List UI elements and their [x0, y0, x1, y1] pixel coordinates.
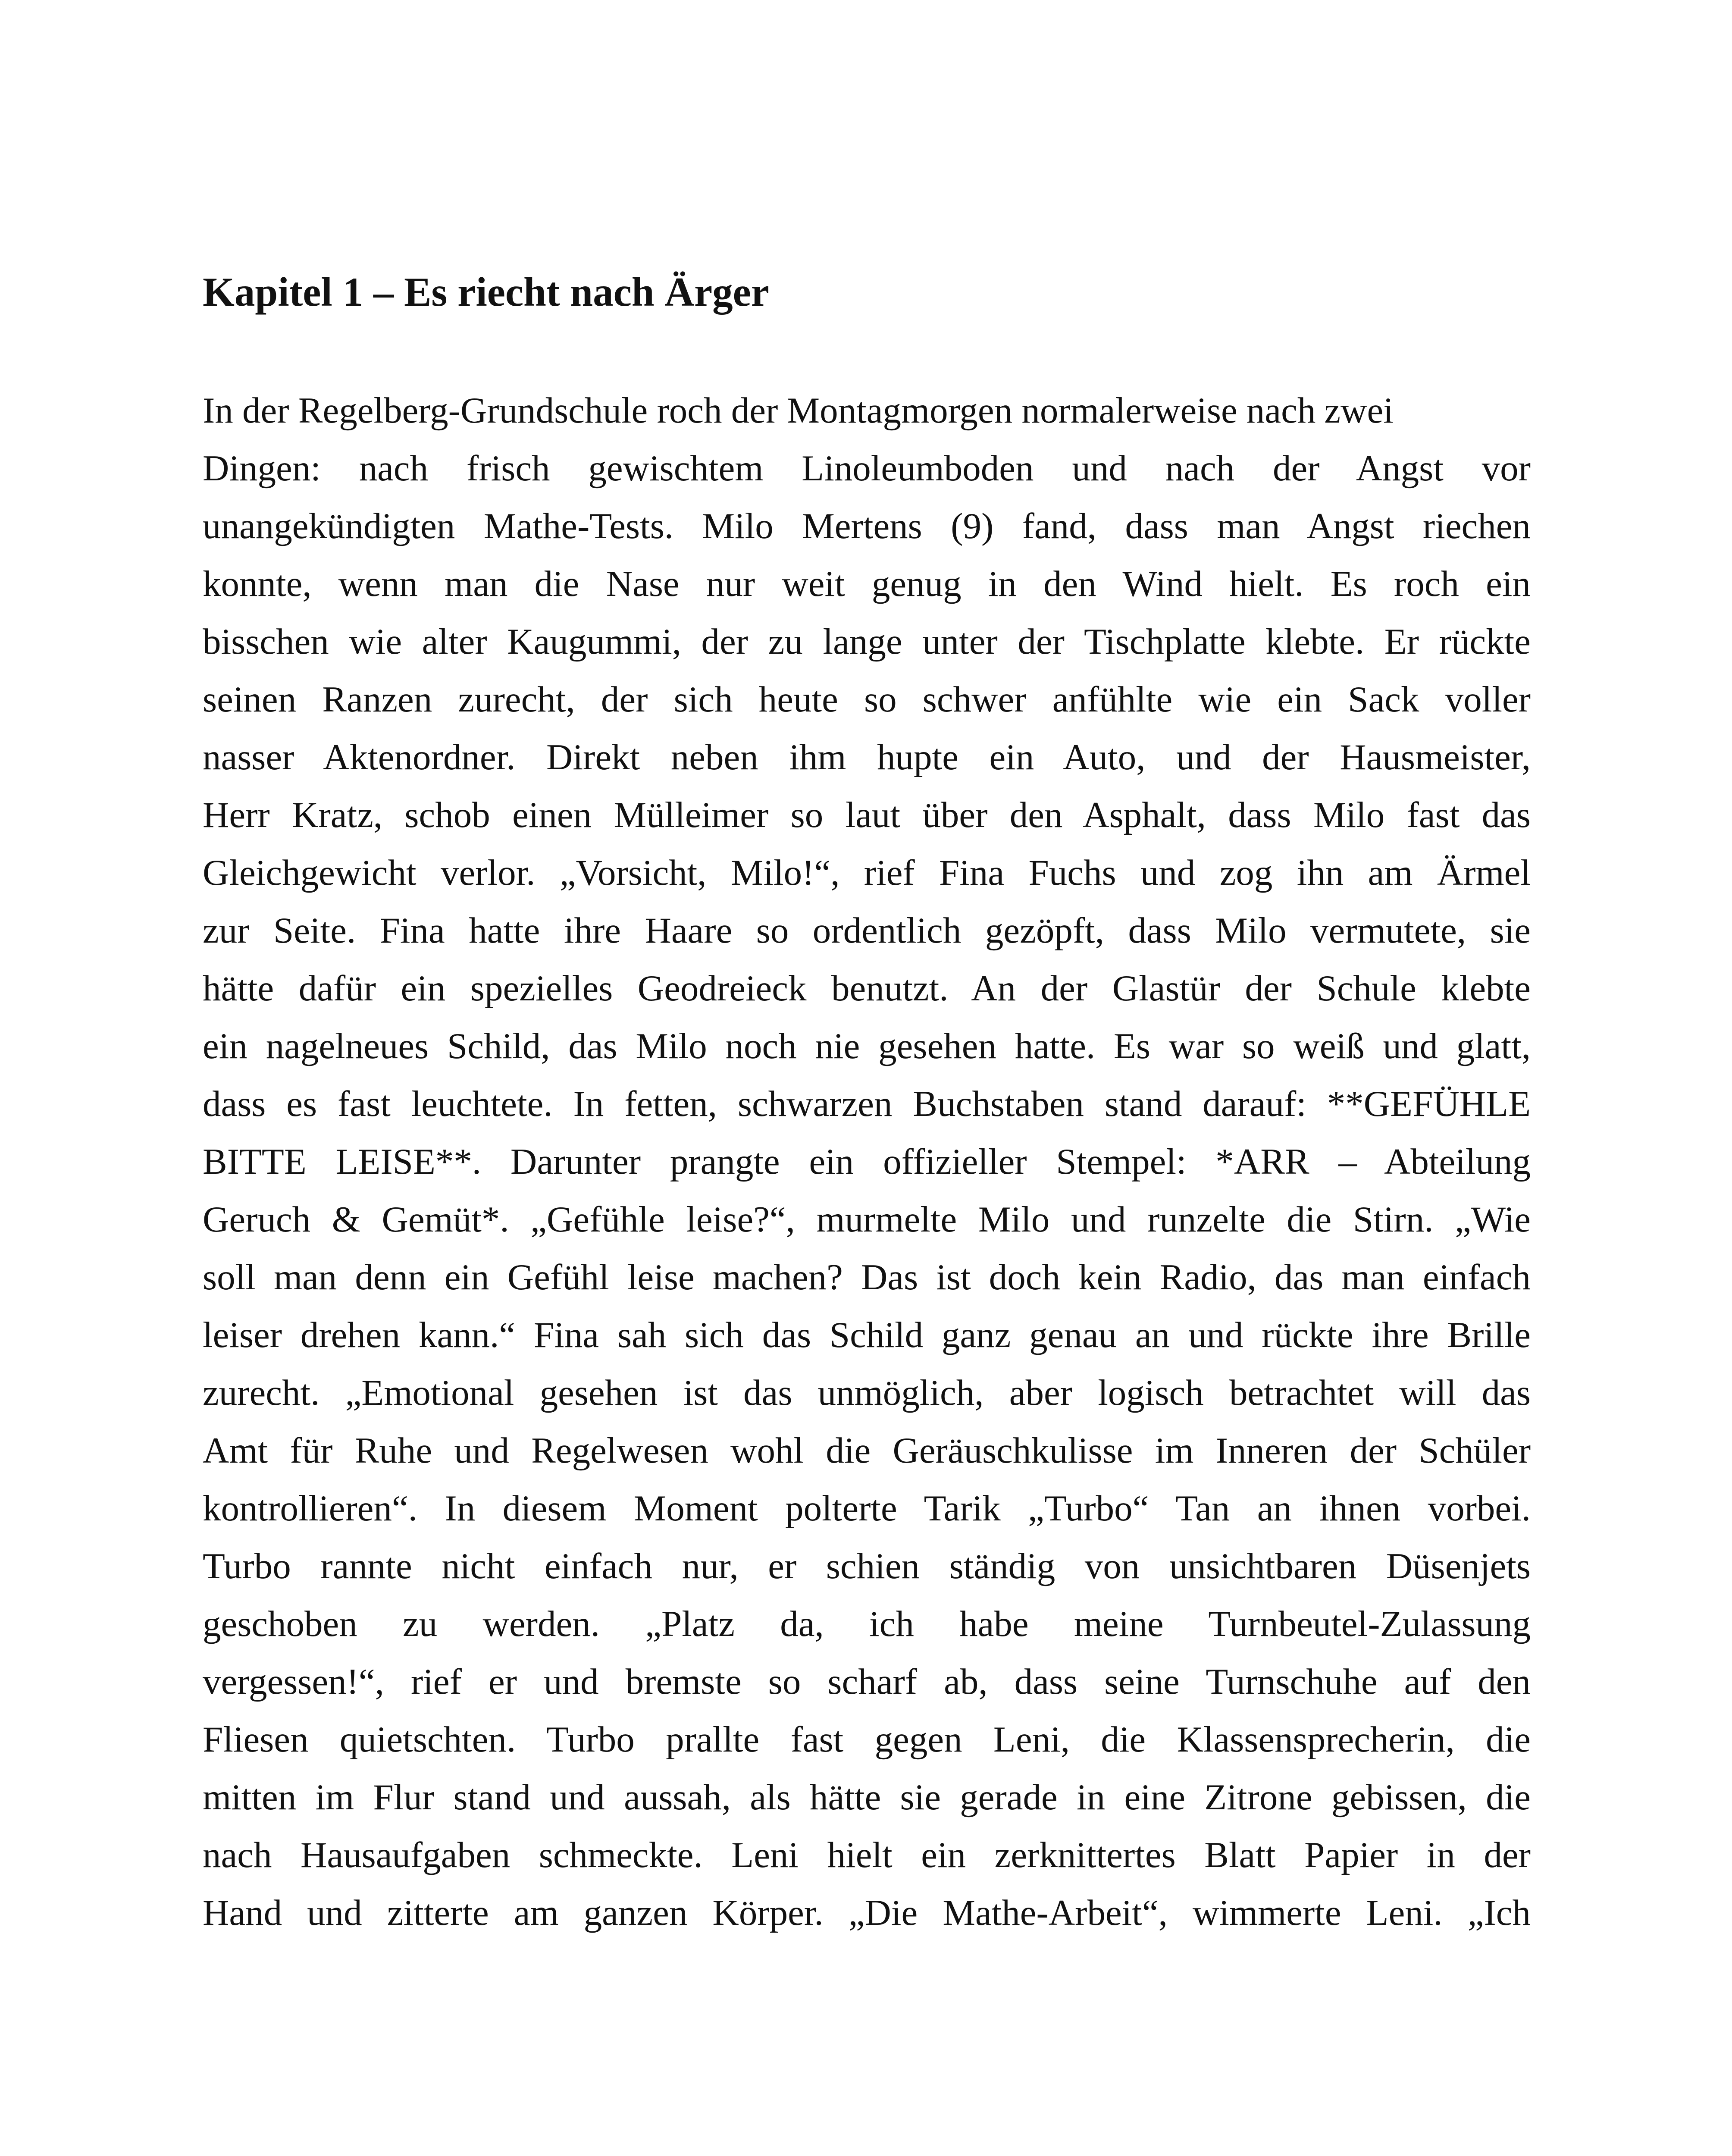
text-line: Geruch & Gemüt*. „Gefühle leise?“, murmelte Milo und runzelte die Stirn. „Wie	[203, 1199, 1531, 1240]
text-line: Hand und zitterte am ganzen Körper. „Die Mathe-Arbeit“, wimmerte Leni. „Ich	[203, 1893, 1531, 1933]
text-line: hätte dafür ein spezielles Geodreieck benutzt. An der Glastür der Schule klebte	[203, 968, 1531, 1009]
text-line: unangekündigten Mathe-Tests. Milo Mertens (9) fand, dass man Angst riechen	[203, 506, 1531, 546]
text-line: nasser Aktenordner. Direkt neben ihm hupte ein Auto, und der Hausmeister,	[203, 737, 1531, 777]
text-line: zurecht. „Emotional gesehen ist das unmöglich, aber logisch betrachtet will das	[203, 1373, 1531, 1413]
text-line: bisschen wie alter Kaugummi, der zu lange unter der Tischplatte klebte. Er rückte	[203, 621, 1531, 662]
text-line: kontrollieren“. In diesem Moment polterte Tarik „Turbo“ Tan an ihnen vorbei.	[203, 1488, 1531, 1529]
text-line: nach Hausaufgaben schmeckte. Leni hielt ein zerknittertes Blatt Papier in der	[203, 1835, 1531, 1875]
text-line-content: In der Regelberg-Grundschule roch der Montagmorgen normalerweise nach	[203, 390, 1316, 431]
text-line: dass es fast leuchtete. In fetten, schwarzen Buchstaben stand darauf: **GEFÜHLE	[203, 1084, 1531, 1124]
text-line: soll man denn ein Gefühl leise machen? Das ist doch kein Radio, das man einfach	[203, 1257, 1531, 1297]
text-line: leiser drehen kann.“ Fina sah sich das Schild ganz genau an und rückte ihre Brille	[203, 1315, 1531, 1355]
chapter-title: Kapitel 1 – Es riecht nach Ärger	[203, 269, 769, 315]
text-line: Amt für Ruhe und Regelwesen wohl die Geräuschkulisse im Inneren der Schüler	[203, 1430, 1531, 1471]
chapter-body-text	[203, 382, 1531, 1942]
text-line: Herr Kratz, schob einen Mülleimer so laut über den Asphalt, dass Milo fast das	[203, 795, 1531, 835]
clipped-word: zwei	[1324, 390, 1394, 431]
text-line: zur Seite. Fina hatte ihre Haare so ordentlich gezöpft, dass Milo vermutete, sie	[203, 910, 1531, 951]
text-line: vergessen!“, rief er und bremste so scharf ab, dass seine Turnschuhe auf den	[203, 1661, 1531, 1702]
text-line: Gleichgewicht verlor. „Vorsicht, Milo!“, rief Fina Fuchs und zog ihn am Ärmel	[203, 852, 1531, 893]
text-line: BITTE LEISE**. Darunter prangte ein offizieller Stempel: *ARR – Abteilung	[203, 1141, 1531, 1182]
text-line	[203, 382, 1531, 439]
text-line: Fliesen quietschten. Turbo prallte fast gegen Leni, die Klassensprecherin, die	[203, 1719, 1531, 1760]
text-line: mitten im Flur stand und aussah, als hätte sie gerade in eine Zitrone gebissen, die	[203, 1777, 1531, 1818]
text-line: geschoben zu werden. „Platz da, ich habe meine Turnbeutel-Zulassung	[203, 1604, 1531, 1644]
text-line: ein nagelneues Schild, das Milo noch nie gesehen hatte. Es war so weiß und glatt,	[203, 1026, 1531, 1066]
text-line: Turbo rannte nicht einfach nur, er schien ständig von unsichtbaren Düsenjets	[203, 1546, 1531, 1586]
text-line: konnte, wenn man die Nase nur weit genug in den Wind hielt. Es roch ein	[203, 564, 1531, 604]
text-line: Dingen: nach frisch gewischtem Linoleumboden und nach der Angst vor	[203, 448, 1531, 489]
text-line: seinen Ranzen zurecht, der sich heute so schwer anfühlte wie ein Sack voller	[203, 679, 1531, 720]
